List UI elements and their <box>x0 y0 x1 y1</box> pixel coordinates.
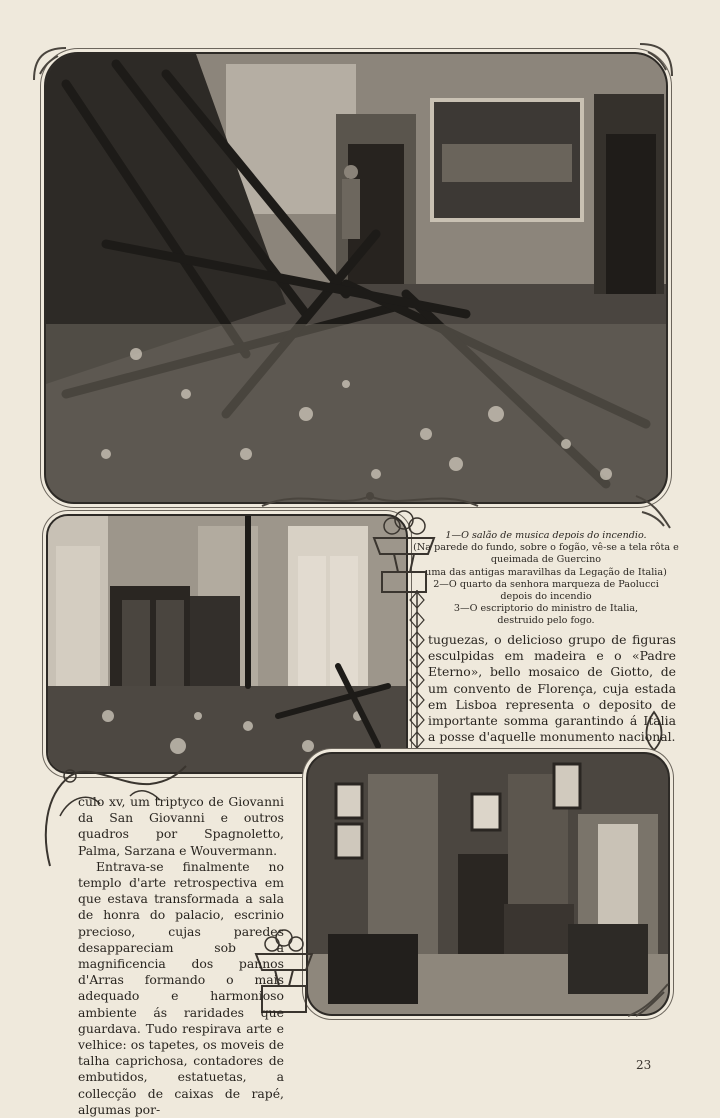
corner-flourish-top-left <box>30 44 70 84</box>
body-text-left-column <box>78 794 284 1118</box>
right-column-paragraph: tuguezas, o delicioso grupo de figuras esculpidas em madeira e o «Padre Eterno», bello mosaico de Giotto, de um convento de Florença, cuja estada em Lisboa representa o deposito de importante somma garantindo á Italia a posse d'aquelle monumento nacional. <box>428 632 676 745</box>
photo-captions <box>412 530 680 628</box>
photo-minister-office <box>306 752 670 1016</box>
photo-marquise-bedroom <box>46 514 408 774</box>
caption-3-b: destruido pelo fogo. <box>497 615 595 627</box>
photo-music-salon-after-fire <box>44 52 668 504</box>
caption-1-title: 1—O salão de musica depois do incendio. <box>445 530 647 541</box>
caption-2-b: depois do incendio <box>500 591 592 603</box>
photo-3-illustration <box>308 754 668 1014</box>
caption-3-a: 3—O escriptorio do ministro de Italia, <box>453 603 639 615</box>
caption-1-note-b: uma das antigas maravilhas da Legação de Italia) <box>425 566 667 578</box>
corner-flourish-right <box>632 492 676 532</box>
left-column-paragraph-2: Entrava-se finalmente no templo d'arte retrospectiva em que estava transformada a sala de honra do palacio, escrinio precioso, cujas paredes desappareciam sob a magnificencia dos pannos d'Arras formando o mais adequado e harmonioso ambiente ás raridades que guardava. Tudo respirava arte e velhice: os tapetes, os moveis de talha caprichosa, contadores de embutidos, estatuetas, a collecção de caixas de rapé, algumas por- <box>78 858 284 1117</box>
page-number: 23 <box>636 1058 652 1072</box>
caption-1-note-a: (Na parede do fundo, sobre o fogão, vê-se a tela rôta e queimada de Guercino <box>413 542 679 566</box>
photo-2-illustration <box>48 516 406 772</box>
photo-1-illustration <box>46 54 666 502</box>
caption-2-a: 2—O quarto da senhora marqueza de Paolucci <box>433 578 659 590</box>
corner-flourish-top-right <box>636 40 676 80</box>
corner-flourish-bottom-right <box>624 980 672 1020</box>
body-text-right-column <box>428 632 676 745</box>
left-column-paragraph-1: culo xv, um triptyco de Giovanni da San Giovanni e outros quadros por Spagnoletto, Palma, Sarzana e Wouvermann. <box>78 794 284 858</box>
